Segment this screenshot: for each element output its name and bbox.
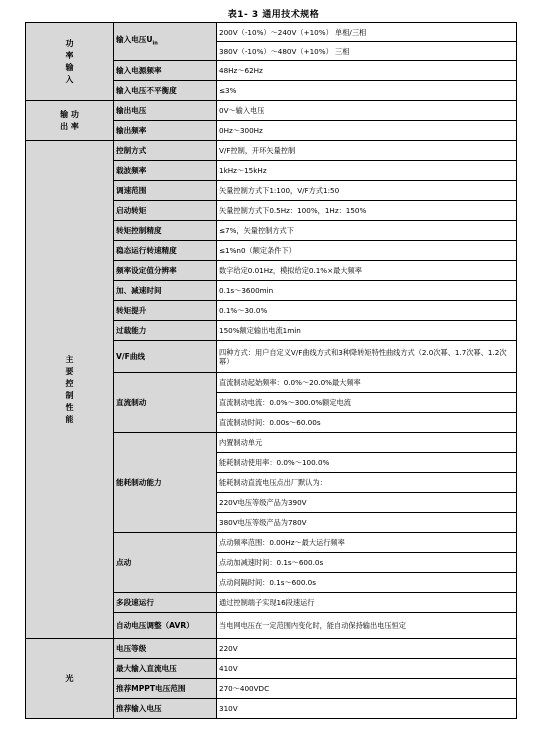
row-value: 270～400VDC [217,679,517,699]
row-label [114,281,217,301]
row-value: ≤7%，矢量控制方式下 [217,221,517,241]
section-category: 主 要 控 制 性 能 [26,141,114,639]
row-label [114,433,217,533]
table-row [26,639,517,659]
row-value: 通过控制端子实现16段速运行 [217,593,517,613]
row-label [114,639,217,659]
row-label-text: 调速范围 [116,186,147,195]
row-label-text: 过载能力 [116,326,147,335]
row-value: 150%额定输出电流1min [217,321,517,341]
row-value: 410V [217,659,517,679]
row-label-text: 推荐输入电压 [116,704,162,713]
row-label [114,121,217,141]
spec-table [25,22,517,719]
row-label [114,321,217,341]
row-label-text: 最大输入直流电压 [116,664,177,673]
row-value: 1kHz～15kHz [217,161,517,181]
row-label-text: 点动 [116,558,132,567]
row-label [114,613,217,639]
row-label-text: 加、减速时间 [116,286,162,295]
row-value: 200V（-10%）～240V（+10%） 单相/三相 [217,23,517,42]
row-label [114,181,217,201]
row-label-text: 输入电源频率 [116,66,162,75]
row-value: 矢量控制方式下1:100，V/F方式1:50 [217,181,517,201]
row-label-text: 多段速运行 [116,598,154,607]
row-value: 点动频率范围：0.00Hz～最大运行频率 [217,533,517,553]
row-label [114,101,217,121]
row-value: 220V电压等级产品为390V [217,493,517,513]
row-value: 直流制动时间：0.00s～60.00s [217,413,517,433]
row-label [114,23,217,61]
row-value: 380V（-10%）～480V（+10%） 三相 [217,42,517,61]
section-category: 输 功 出 率 [26,101,114,141]
row-label [114,221,217,241]
row-value: 0V～输入电压 [217,101,517,121]
row-value: 当电网电压在一定范围内变化时，能自动保持输出电压恒定 [217,613,517,639]
row-label-text: 转矩提升 [116,306,147,315]
row-label-text: 输出电压 [116,106,147,115]
row-label [114,341,217,373]
row-label [114,201,217,221]
row-label [114,141,217,161]
row-value: 矢量控制方式下0.5Hz：100%，1Hz：150% [217,201,517,221]
section-category: 光 [26,639,114,719]
row-value: 直流制动起始频率：0.0%～20.0%最大频率 [217,373,517,393]
row-label-text: 推荐MPPT电压范围 [116,684,186,693]
row-label [114,241,217,261]
row-value: 点动间隔时间：0.1s～600.0s [217,573,517,593]
row-value: 0.1%～30.0% [217,301,517,321]
row-value: 直流制动电流：0.0%～300.0%额定电流 [217,393,517,413]
row-label [114,61,217,81]
row-label-text: 输出频率 [116,126,147,135]
row-value: 220V [217,639,517,659]
row-value: 能耗制动使用率：0.0%～100.0% [217,453,517,473]
row-label [114,593,217,613]
row-label-subscript: in [152,40,158,47]
row-value: V/F控制，开环矢量控制 [217,141,517,161]
row-label-text: 控制方式 [116,146,147,155]
row-value: 能耗制动直流电压点出厂默认为： [217,473,517,493]
row-label-text: 输入电压U [116,34,153,44]
row-value: ≤1%n0（额定条件下） [217,241,517,261]
row-label-text: 频率设定值分辨率 [116,266,177,275]
row-value: 点动加减速时间：0.1s～600.0s [217,553,517,573]
row-label [114,81,217,101]
table-row [26,141,517,161]
row-label-text: 能耗制动能力 [116,478,162,487]
row-label [114,699,217,719]
row-label-text: 稳态运行转速精度 [116,246,177,255]
row-label-text: 载波频率 [116,166,147,175]
row-label [114,373,217,433]
row-value: 310V [217,699,517,719]
row-label-text: 自动电压调整（AVR） [116,621,194,630]
row-value: 48Hz～62Hz [217,61,517,81]
table-title: 表1- 3 通用技术规格 [227,10,320,20]
row-value: ≤3% [217,81,517,101]
row-value: 数字给定0.01Hz，模拟给定0.1%×最大频率 [217,261,517,281]
row-label [114,679,217,699]
row-value: 内置制动单元 [217,433,517,453]
row-label [114,533,217,593]
row-label-text: 转矩控制精度 [116,226,162,235]
row-value: 380V电压等级产品为780V [217,513,517,533]
row-label-text: V/F曲线 [116,352,146,361]
row-label [114,301,217,321]
row-value: 0Hz～300Hz [217,121,517,141]
row-label-text: 启动转矩 [116,206,147,215]
row-label-text: 直流制动 [116,398,147,407]
row-value: 四种方式：用户自定义V/F曲线方式和3种降转矩特性曲线方式（2.0次幂、1.7次幂、1.2次幂） [217,341,517,373]
row-label [114,161,217,181]
row-label [114,261,217,281]
row-label [114,659,217,679]
row-value: 0.1s～3600min [217,281,517,301]
table-row [26,101,517,121]
row-label-text: 电压等级 [116,644,147,653]
row-label-text: 输入电压不平衡度 [116,86,177,95]
section-category: 功 率 输 入 [26,23,114,101]
table-row [26,23,517,42]
